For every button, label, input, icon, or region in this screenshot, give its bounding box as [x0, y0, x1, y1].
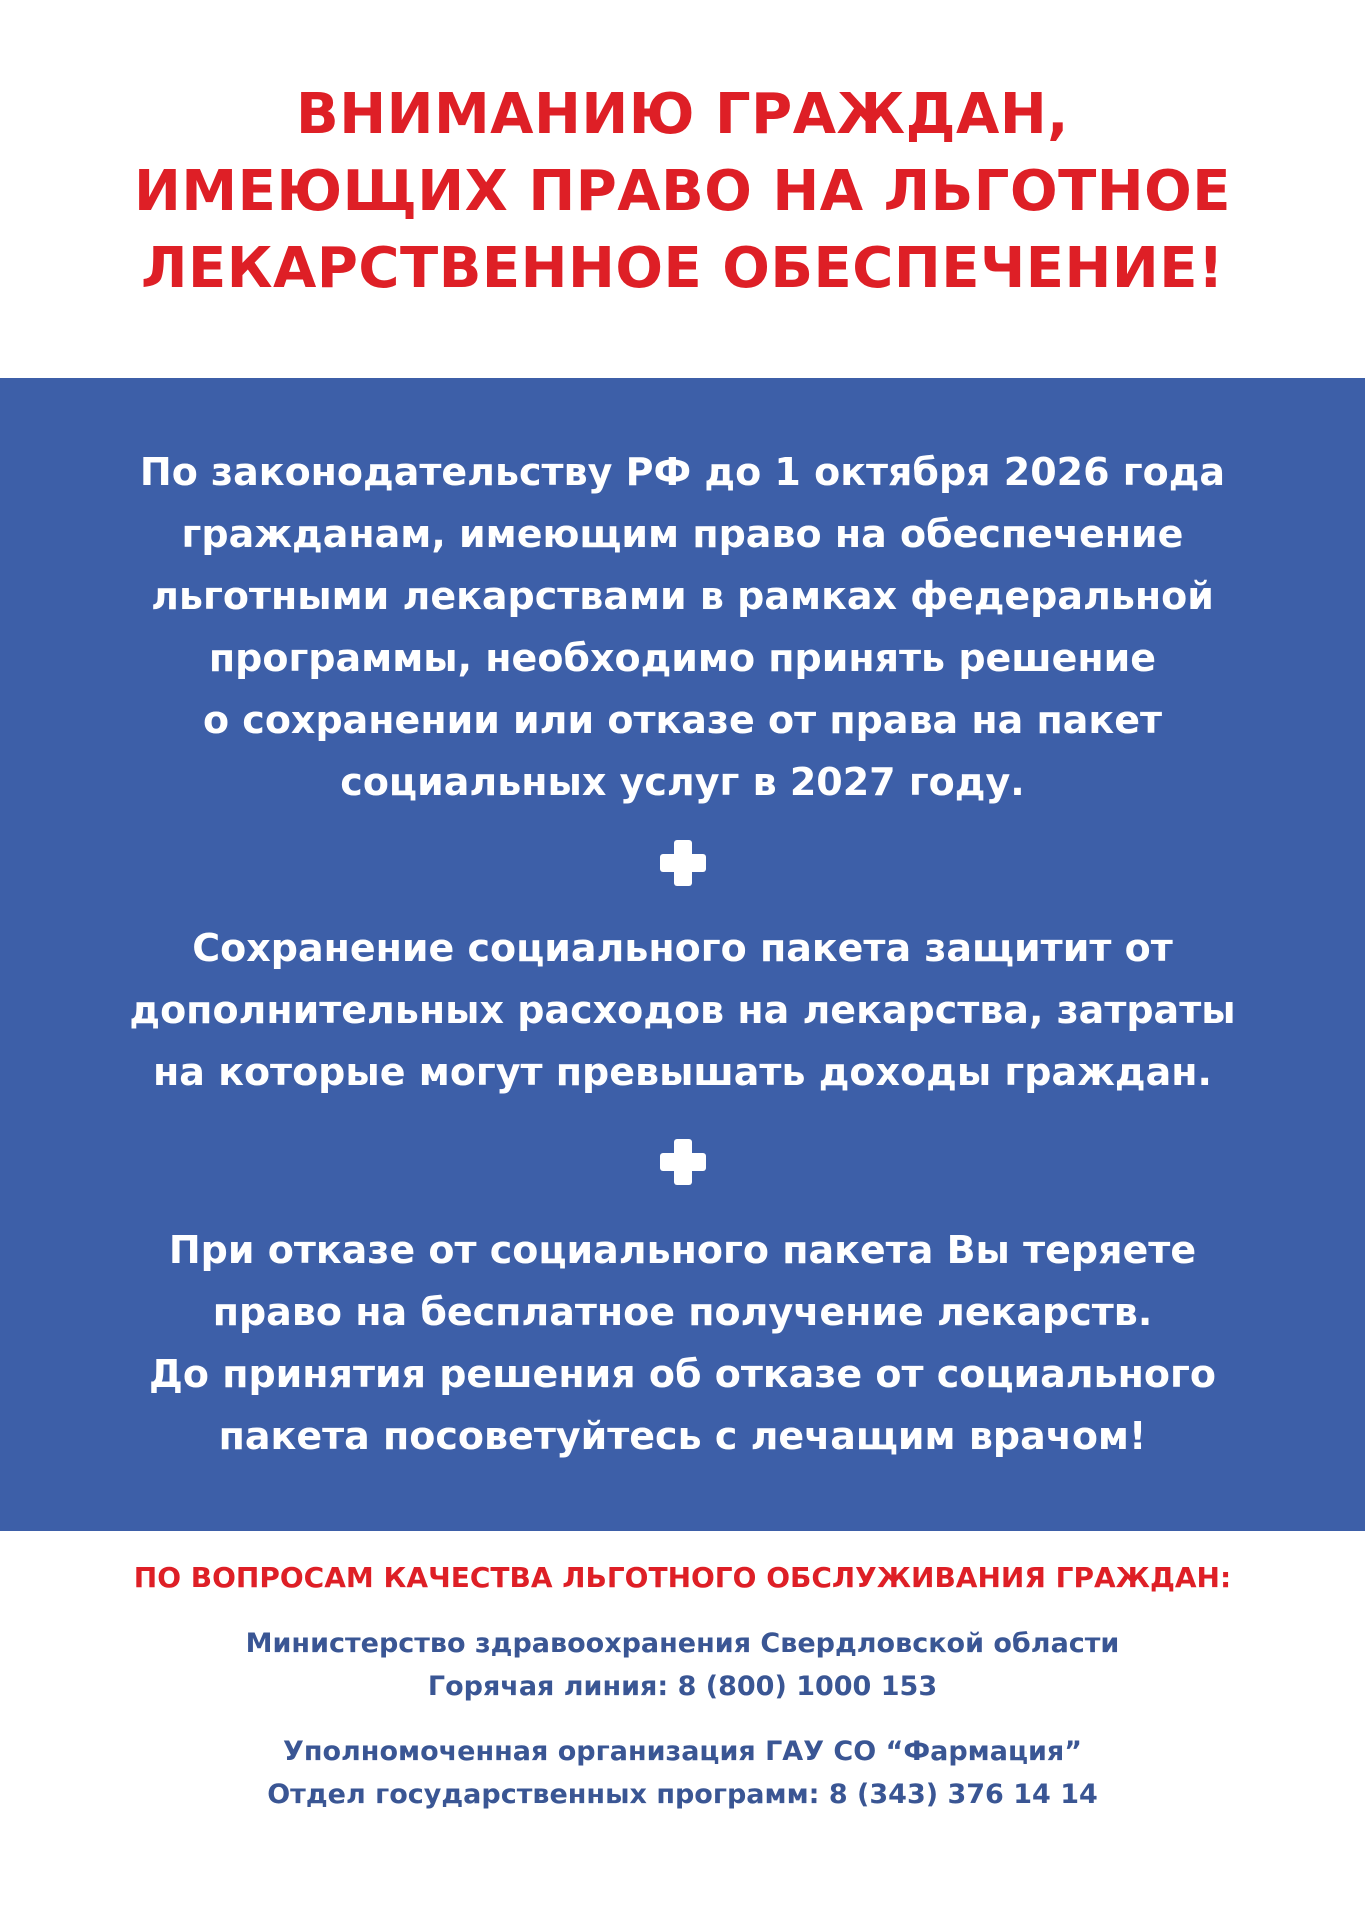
organization-contact [267, 1730, 1098, 1816]
paragraph-line: При отказе от социального пакета Вы теряете [168, 1228, 1197, 1272]
paragraph-deadline [140, 441, 1225, 813]
paragraph-line: льготными лекарствами в рамках федеральной [151, 574, 1214, 618]
poster-header [0, 0, 1365, 378]
paragraph-line: дополнительных расходов на лекарства, затраты [129, 988, 1236, 1032]
medical-cross-icon [660, 1139, 706, 1185]
contacts-heading: ПО ВОПРОСАМ КАЧЕСТВА ЛЬГОТНОГО ОБСЛУЖИВАНИЯ ГРАЖДАН: [133, 1561, 1232, 1594]
medical-cross-icon [660, 840, 706, 886]
paragraph-benefit [129, 917, 1235, 1103]
paragraph-line: социальных услуг в 2027 году. [340, 760, 1025, 804]
headline-line-1: ВНИМАНИЮ ГРАЖДАН, [296, 81, 1069, 147]
paragraph-line: о сохранении или отказе от права на пакет [202, 698, 1163, 742]
ministry-hotline: Горячая линия: 8 (800) 1000 153 [427, 1671, 938, 1702]
paragraph-line: программы, необходимо принять решение [208, 636, 1157, 680]
paragraph-line: на которые могут превышать доходы граждан. [153, 1050, 1212, 1094]
info-panel [0, 378, 1365, 1531]
headline-line-2: ИМЕЮЩИХ ПРАВО НА ЛЬГОТНОЕ [133, 158, 1231, 224]
paragraph-line: право на бесплатное получение лекарств. [212, 1290, 1153, 1334]
ministry-name: Министерство здравоохранения Свердловской области [245, 1628, 1120, 1659]
paragraph-line: До принятия решения об отказе от социального [149, 1352, 1216, 1396]
headline-line-3: ЛЕКАРСТВЕННОЕ ОБЕСПЕЧЕНИЕ! [140, 235, 1225, 301]
ministry-contact [246, 1622, 1120, 1708]
paragraph-line: Сохранение социального пакета защитит от [192, 926, 1173, 970]
paragraph-line: По законодательству РФ до 1 октября 2026 года [139, 450, 1226, 494]
organization-department-phone: Отдел государственных программ: 8 (343) 376 14 14 [267, 1779, 1098, 1810]
paragraph-line: гражданам, имеющим право на обеспечение [181, 512, 1184, 556]
contacts-section [0, 1531, 1365, 1920]
paragraph-line: пакета посоветуйтесь с лечащим врачом! [218, 1414, 1147, 1458]
paragraph-warning [149, 1219, 1216, 1467]
organization-name: Уполномоченная организация ГАУ СО “Фармация” [283, 1736, 1082, 1767]
